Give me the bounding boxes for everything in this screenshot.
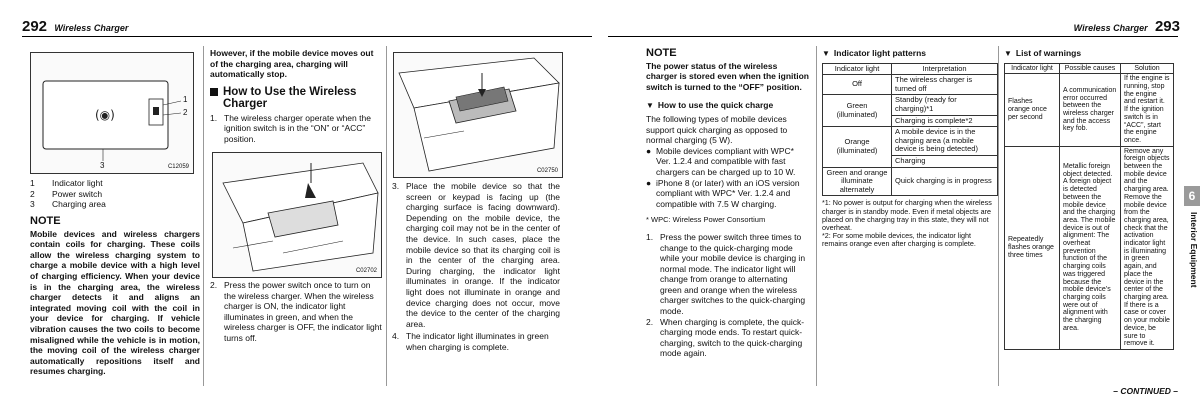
intro-text: However, if the mobile device moves out of the charging area, charging will automatically stop. <box>210 48 374 80</box>
table-header-row <box>1005 63 1174 74</box>
continued-label: – CONTINUED – <box>1113 386 1178 396</box>
right-column-2 <box>822 48 998 249</box>
right-column-1 <box>646 48 810 359</box>
column-divider <box>998 46 999 386</box>
column-divider <box>816 46 817 386</box>
device-placement-drawing <box>394 53 562 177</box>
right-note-text: The power status of the wireless charger is stored even when the ignition switch is turned to the “OFF” position. <box>646 60 809 92</box>
figure3-code: C02750 <box>536 168 558 174</box>
table-row: Repeatedly flashes orange three times Metallic foreign object detected. A foreign object is detected between the mobile device and the charging area. The mobile device is out of alignment: The overheat prevention function of the charging coils was triggered because the mobile device’s charging coils were out of alignment with the charging area. Remove any foreign objects between the mobile device and the charging area. Remove the mobile device from the charging area, check that the activation indicator light is illuminating in green again, and place the device in the center of the charging area. If there is a case or cover on your mobile device, be sure to remove it. <box>1005 146 1174 349</box>
svg-text:(◉): (◉) <box>95 108 115 122</box>
left-column-2 <box>210 48 382 145</box>
indicator-footnotes <box>822 199 998 248</box>
right-header-rule <box>608 36 1178 37</box>
legend-item: 3 Charging area <box>30 199 106 210</box>
indicator-table <box>822 63 998 197</box>
right-page <box>600 0 1200 402</box>
table-header: Indicator light <box>823 63 892 75</box>
right-header-title: Wireless Charger <box>1073 23 1148 33</box>
left-column-3-steps <box>392 181 560 353</box>
right-page-number: 293 <box>1154 18 1180 35</box>
chapter-label: Interior Equipment <box>1189 212 1199 288</box>
table-header: Possible causes <box>1060 63 1121 74</box>
footnote: *2: For some mobile devices, the indicator light remains orange even after charging is complete. <box>822 231 976 249</box>
step-3: 3. Place the mobile device so that the screen or keypad is facing up (the charging surface is facing downward). Depending on the mobile device, the charging coil may not be in the center of the device. In such cases, place the mobile device so that its charging coil is in the center of the charging area. During charging, the indicator light illuminates in orange. If the indicator light does not illuminate in orange and device charging does not occur, move the device to the center of the charging area. <box>392 181 560 329</box>
table-header: Indicator light <box>1005 63 1060 74</box>
table-row: Charging is complete*2 <box>823 115 998 127</box>
figure2-code: C02702 <box>355 268 377 274</box>
quick-steps <box>646 232 810 359</box>
section-heading: How to Use the Wireless Charger <box>210 86 382 110</box>
column-divider <box>203 46 204 386</box>
table-header: Interpretation <box>892 63 998 75</box>
indicator-heading: ▼ Indicator light patterns <box>822 48 927 58</box>
legend-item: 2 Power switch <box>30 188 103 199</box>
callout-1: 1 <box>183 95 188 104</box>
left-page-number: 292 <box>22 18 48 35</box>
bullet-item: ● Mobile devices compliant with WPC* Ver. 1.2.4 and compatible with fast chargers can be charged up to 10 W. <box>646 145 796 177</box>
chapter-tab: 6 <box>1184 186 1200 206</box>
console-drawing <box>213 153 381 277</box>
right-page-header <box>1074 18 1180 35</box>
note-text: Mobile devices and wireless chargers contain coils for charging. These coils allow the wireless charging system to charge a mobile device with a high level of charging efficiency. When your device is in the charging area, the wireless charger detects it and aligns an integrated moving coil with the coil in your device for charging. If vehicle vibration causes the two coils to become misaligned while the vehicle is in motion, the moving coil of the wireless charger automatically repositions itself and resumes charging. <box>30 228 200 377</box>
note-heading: NOTE <box>30 215 61 227</box>
right-note-heading: NOTE <box>646 47 677 59</box>
right-column-3 <box>1004 48 1174 350</box>
figure-device-placement <box>393 52 563 178</box>
warnings-table <box>1004 63 1174 350</box>
step-4: 4. The indicator light illuminates in green when charging is complete. <box>392 331 549 352</box>
table-row: Off The wireless charger is turned off <box>823 75 998 95</box>
figure1-legend <box>30 178 200 210</box>
left-header-title: Wireless Charger <box>54 23 129 33</box>
step-2: 2. Press the power switch once to turn on the wireless charger. When the wireless charger is ON, the indicator light illuminates in green, and when the wireless charger is OFF, the indicator light turns off. <box>210 280 382 343</box>
wpc-footnote: * WPC: Wireless Power Consortium <box>646 215 766 225</box>
warnings-heading: ▼ List of warnings <box>1004 48 1082 58</box>
table-row: Orange (illuminated) A mobile device is in the charging area (a mobile device is being detected) <box>823 127 998 156</box>
figure1-code: C12059 <box>167 164 189 170</box>
figure-power-switch <box>212 152 382 278</box>
quick-intro: The following types of mobile devices support quick charging as opposed to normal charging (5 W). <box>646 113 788 146</box>
table-row: Charging <box>823 155 998 167</box>
left-header-rule <box>22 36 592 37</box>
column-divider <box>386 46 387 386</box>
left-page-header <box>22 18 128 35</box>
quick-charge-heading: ▼ How to use the quick charge <box>646 100 774 111</box>
quick-step: 1. Press the power switch three times to change to the quick-charging mode while your mobile device is charging in normal mode. The indicator light will change from orange to alternating green and orange when the wireless charger switches to the quick-charging mode. <box>646 231 806 317</box>
callout-3: 3 <box>100 161 105 170</box>
callout-2: 2 <box>183 108 188 117</box>
figure-charger-tray <box>30 52 194 174</box>
table-row: Green and orange illuminate alternately Quick charging is in progress <box>823 167 998 196</box>
legend-item: 1 Indicator light <box>30 178 103 188</box>
footnote: *1: No power is output for charging when the wireless charger is in standby mode. Even if metal objects are placed on the charging tray in this state, they will not overheat. <box>822 198 992 232</box>
left-note <box>30 216 200 377</box>
step-1: 1. The wireless charger operate when the ignition switch is in the “ON” or “ACC” position. <box>210 112 371 144</box>
table-row: Green (illuminated) Standby (ready for charging)*1 <box>823 95 998 115</box>
table-header: Solution <box>1121 63 1174 74</box>
table-row: Flashes orange once per second A communication error occurred between the wireless charger and the access key fob. If the engine is running, stop the engine and restart it. If the ignition switch is in “ACC”, start the engine once. <box>1005 74 1174 146</box>
quick-step: 2. When charging is complete, the quick-charging mode ends. To restart quick-charging, switch to the quick-charging mode again. <box>646 316 805 359</box>
charger-tray-drawing <box>31 53 193 173</box>
quick-bullets <box>646 146 810 210</box>
bullet-item: ● iPhone 8 (or later) with an iOS version compliant with WPC* Ver. 1.2.4 and compatible with 7.5 W charging. <box>646 177 800 209</box>
table-header-row <box>823 63 998 75</box>
